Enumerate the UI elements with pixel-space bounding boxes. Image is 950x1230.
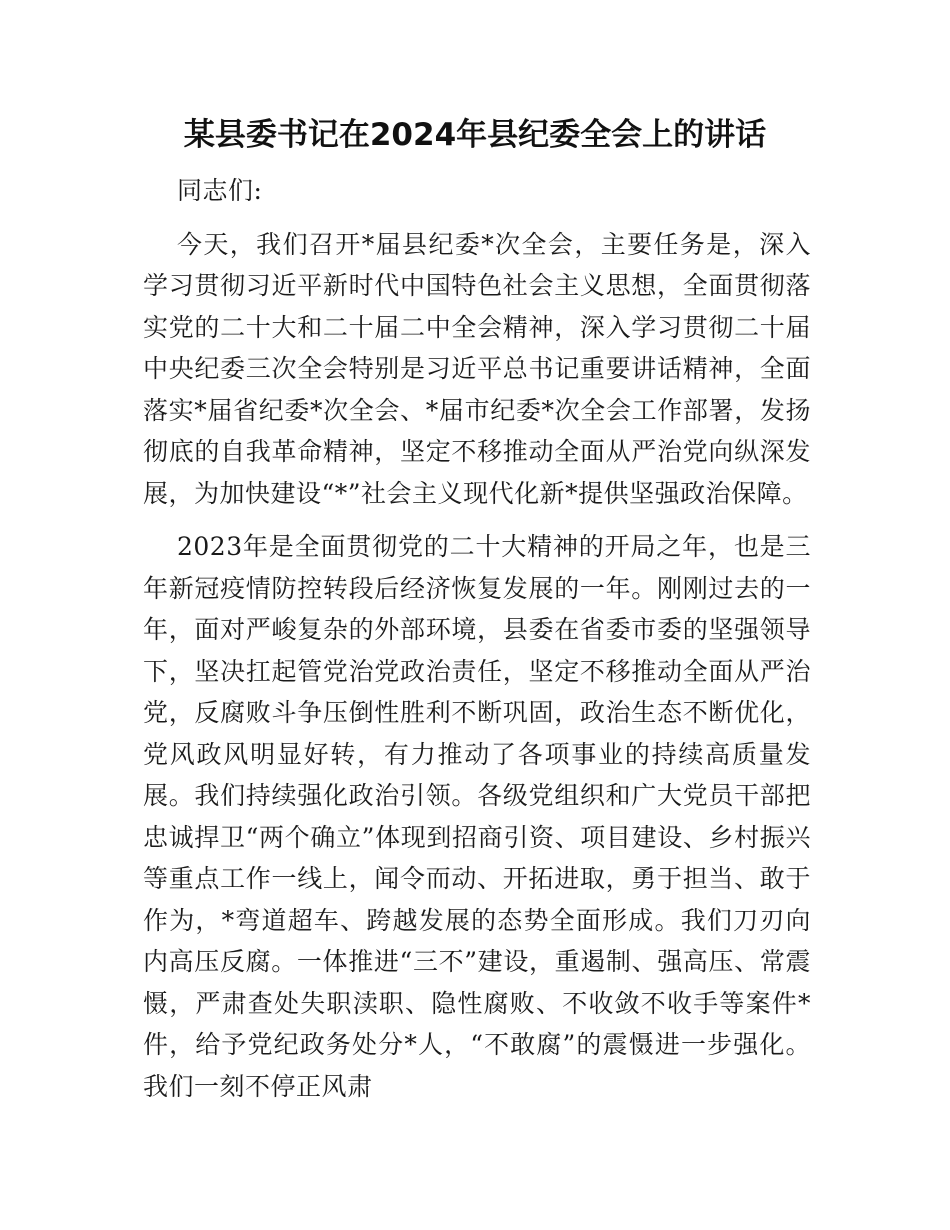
paragraph-1: 今天，我们召开*届县纪委*次全会，主要任务是，深入学习贯彻习近平新时代中国特色社会主义思想，全面贯彻落实党的二十大和二十届二中全会精神，深入学习贯彻二十届中央纪委三次全会特别是习近平总书记重要讲话精神，全面落实*届省纪委*次全会、*届市纪委*次全会工作部署，发扬彻底的自我革命精神，坚定不移推动全面从严治党向纵深发展，为加快建设“*”社会主义现代化新*提供坚强政治保障。	[143, 229, 811, 508]
greeting: 同志们:	[177, 176, 263, 205]
paragraph-2: 2023年是全面贯彻党的二十大精神的开局之年，也是三年新冠疫情防控转段后经济恢复发展的一年。刚刚过去的一年，面对严峻复杂的外部环境，县委在省委市委的坚强领导下，坚决扛起管党治党政治责任，坚定不移推动全面从严治党，反腐败斗争压倒性胜利不断巩固，政治生态不断优化，党风政风明显好转，有力推动了各项事业的持续高质量发展。我们持续强化政治引领。各级党组织和广大党员干部把忠诚捍卫“两个确立”体现到招商引资、项目建设、乡村振兴等重点工作一线上，闻令而动、开拓进取，勇于担当、敢于作为，*弯道超车、跨越发展的态势全面形成。我们刀刃向内高压反腐。一体推进“三不”建设，重遏制、强高压、常震慑，严肃查处失职渎职、隐性腐败、不收敛不收手等案件*件，给予党纪政务处分*人，“不敢腐”的震慑进一步强化。我们一刻不停正风肃	[143, 532, 811, 1101]
document-body	[143, 170, 811, 1119]
document-title: 某县委书记在2024年县纪委全会上的讲话	[183, 117, 767, 153]
